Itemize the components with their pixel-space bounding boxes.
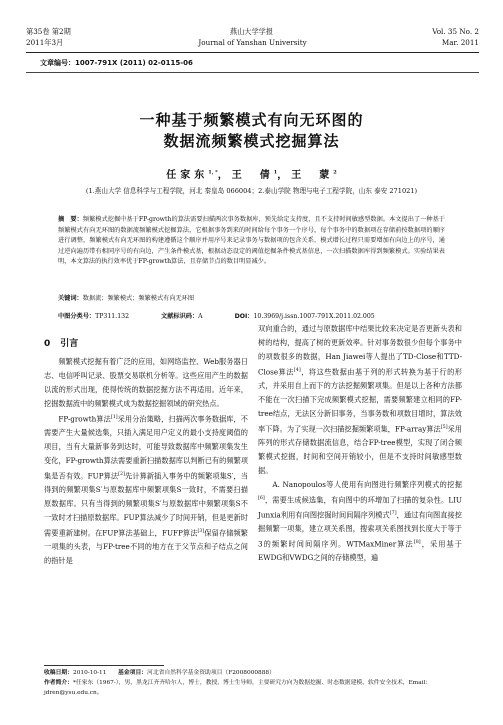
volume-cn: 第35卷 第2期 — [26, 27, 71, 36]
abstract — [58, 215, 445, 268]
intro-paragraph-2: FP-growth算法[1]采用分治策略，扫描两次事务数据库，不需要产生大量候选集，只插入满足用户定义的最小支持度阈值的项目，当有大量新事务到达时，可能导致数据库中频繁项集发生变化，FP-growth算法需要重新扫描数据库以判断已有的频繁项集是否有效。FUP算法[2]先计算新插入事务中的频繁项集S′，当得到的频繁项集S′与原数据库中频繁项集S一致时，不需要扫描原数据库。只有当得到的频繁项集S′与原数据库中频繁项集S不一致时才扫描原数据库。FUP算法减少了时间开销，但是更新时需要重新建树。在FUP算法基础上，FUFP算法[3]保留存储频繁一项集的头表，与FP-tree不同的地方在于父节点和子结点之间的指针是 — [44, 414, 248, 565]
author-3-affil: 2 — [333, 169, 337, 176]
article-number-rule — [26, 72, 479, 73]
document-code: 文献标识码：A — [161, 313, 203, 320]
date-en: Mar. 2011 — [441, 38, 479, 47]
journal-name-cn: 燕山大学学报 — [229, 27, 274, 36]
left-column — [44, 337, 248, 568]
volume-en: Vol. 35 No. 2 — [432, 27, 479, 36]
author-sep-1: ， — [217, 170, 232, 181]
right-column — [258, 322, 462, 565]
citation-ref: [1] — [110, 414, 118, 420]
citation-ref: [7] — [389, 510, 397, 516]
keywords-label: 关键词： — [58, 295, 83, 302]
clc-number: 中图分类号：TP311.132 — [58, 313, 130, 320]
intro-paragraph-1: 频繁模式挖掘有着广泛的应用，如网络监控、Web服务器日志、电信呼叫记录、股票交易联机分析等。这些应用产生的数据以流的形式出现，使得传统的数据挖掘方法不再适用。近年来，挖掘数据流中的频繁模式成为数据挖掘领域的研究热点。 — [44, 357, 248, 408]
footnote — [44, 669, 473, 698]
citation-ref: [2] — [118, 471, 125, 477]
doi: DOI：10.3969/j.issn.1007-791X.2011.02.005 — [234, 313, 375, 320]
keywords-text: 数据流；频繁模式；频繁模式有向无环图 — [82, 295, 195, 302]
author-2-affil: 1 — [273, 169, 278, 176]
right-paragraph-2: A. Nanopoulos等人使用有向图进行频繁序列模式的挖掘[6]，需要生成候选集，有向图中的环增加了扫描的复杂性。LIU Junxia利用有向图挖掘时间间隔序列模式[7]，通过有向图直接挖掘频繁一项集，建立项关系图，搜索项关系图找到长度大于等于3的频繁时间间隔序列。WTMaxMiner算法[8]，采用基于EWDG和VWDG之间的存储模型，遍 — [258, 479, 462, 563]
header-rule — [26, 52, 479, 53]
author-1: 任家东 — [166, 170, 209, 181]
keywords — [58, 293, 445, 302]
section-number: 0 — [44, 339, 51, 349]
citation-ref: [5] — [440, 424, 448, 430]
author-2: 王 倩 — [231, 170, 274, 181]
article-number: 文章编号：1007-791X (2011) 02-0115-06 — [40, 59, 193, 67]
right-paragraph-continued: 双向重合的，通过与原数据库中结果比较来决定是否更新头表和树的结构，提高了树的更新效率。针对事务数很少但每个事务中的项数很多的数据，Han Jiawei等人提出了TD-Close和TTD-Close算法[4]，将这些数据由基于列的形式转换为基于行的形式，并采用自上而下的方法挖掘频繁项集。但是以上各种方法都不能在一次扫描下完成频繁模式挖掘，需要频繁建立相同的FP-tree结点，无法区分新旧事务，当事务数和项数目增时，算法效率下降。为了实现一次扫描挖掘频繁项集，FP-array算法[5]采用阵列的形式存储数据流信息，结合FP-tree模型，实现了闭合频繁模式挖掘，时间和空间开销较小，但是不支持时间敏感型数据。 — [258, 324, 462, 475]
author-1-affil: 1, * — [208, 169, 218, 176]
section-heading-intro — [44, 337, 248, 351]
abstract-text: 频繁模式挖掘中基于FP-growth的算法需要扫描两次事务数据库，预先给定支持度，且不支持时间敏感型数据。本文提出了一种基于频繁模式有向无环图的数据流频繁模式挖掘算法，它根据事务到来的时间给每个事务一个序号，每个事务中的数据项在存储前按数据项的顺序进行调整，频繁模式有向无环图的构建遵循这个顺序并用序号来记录事务与数据项的包含关系，模式增长过程只需要增加有向边上的序号，通过逆向遍历带有相同序号的有向边，产生条件模式基，根据动态设定的阈值挖掘条件模式基信息，一次扫描数据库得到频繁模式。实验结果表明，本文算法的执行效率优于FP-growth算法，且存储节点的数目明显减少。 — [58, 216, 445, 266]
footnote-dates: 收稿日期：2010-10-11 基金项目：河北省自然科学基金资助项目（F2008000888） — [44, 670, 275, 676]
abstract-label: 摘 要： — [58, 216, 83, 223]
journal-name-en: Journal of Yanshan University — [198, 38, 307, 47]
title-line-1: 一种基于频繁模式有向无环图的 — [139, 111, 364, 129]
author-3: 王 蒙 — [291, 170, 334, 181]
date-cn: 2011年3月 — [26, 38, 64, 47]
author-sep-2: ， — [277, 170, 292, 181]
citation-ref: [3] — [197, 528, 205, 534]
footnote-author-bio: 作者简介：*任家东（1967-），男，黑龙江齐齐哈尔人，博士，教授，博士生导师，主要研究方向为数据挖掘、时态数据建模、软件安全技术，Email：jdren@ysu.edu.cn。 — [44, 679, 432, 696]
citation-ref: [8] — [413, 540, 421, 546]
section-title: 引言 — [60, 339, 79, 349]
citation-ref: [4] — [293, 367, 301, 373]
footnote-rule — [44, 665, 164, 666]
running-header — [26, 26, 479, 48]
author-list — [0, 166, 503, 181]
affiliation: (1.燕山大学 信息科学与工程学院，河北 秦皇岛 066004；2.泰山学院 物理与电子工程学院，山东 泰安 271021) — [85, 187, 418, 195]
classification-line — [58, 311, 463, 320]
title-line-2: 数据流频繁模式挖掘算法 — [163, 132, 340, 150]
citation-ref: [6] — [258, 495, 265, 501]
paper-title — [0, 110, 503, 152]
